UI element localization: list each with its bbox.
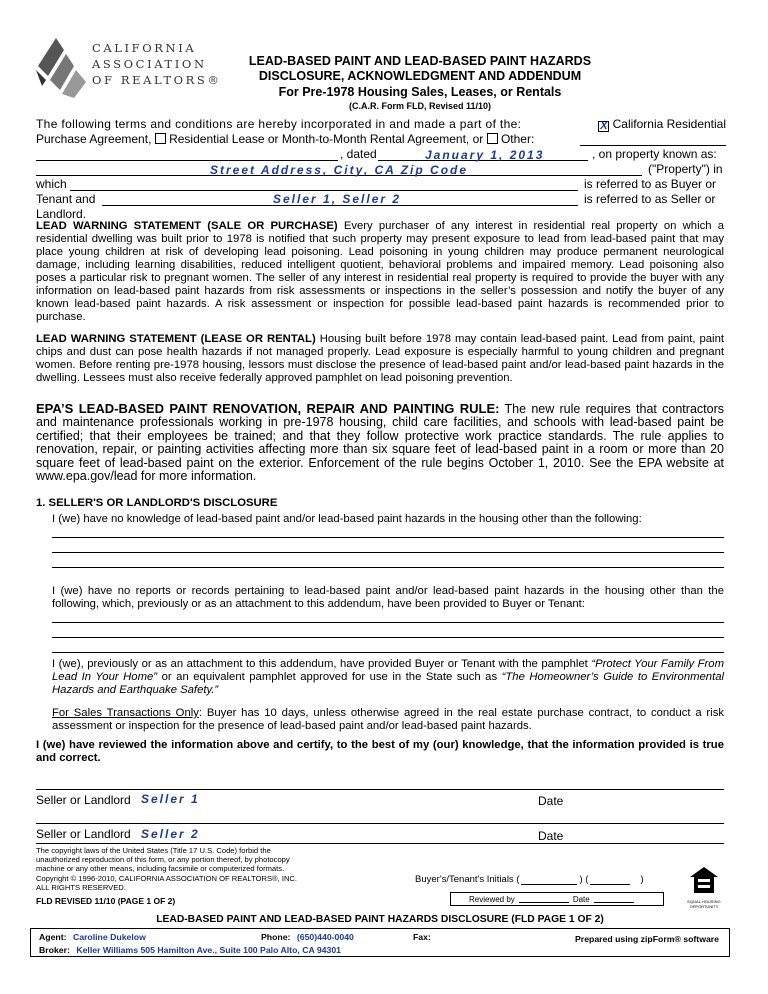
p3-b: “Protect Your Family From Lead In Your Home” bbox=[52, 658, 724, 683]
broker-value: Keller Williams 505 Hamilton Ave., Suite 100 Palo Alto, CA 94301 bbox=[76, 945, 341, 955]
epa-rule bbox=[36, 402, 724, 483]
agent-box bbox=[30, 928, 730, 957]
which-label: which bbox=[36, 177, 67, 191]
other-checkbox[interactable] bbox=[487, 133, 498, 144]
p4-body: : Buyer has 10 days, unless otherwise agreed in the real estate purchase contract, to conduct a risk assessment or inspection for the presence of lead-based paint and/or lead-based paint hazards. bbox=[52, 707, 724, 732]
section1-p4 bbox=[52, 707, 724, 733]
warning-sale-heading: LEAD WARNING STATEMENT (SALE OR PURCHASE) bbox=[36, 220, 338, 232]
initials-row bbox=[415, 874, 644, 885]
disclosure-line-3[interactable] bbox=[52, 567, 724, 568]
section1-p1: I (we) have no knowledge of lead-based paint and/or lead-based paint hazards in the housing other than the following: bbox=[52, 513, 642, 525]
broker-label: Broker: bbox=[39, 945, 70, 955]
eho-line1: EQUAL HOUSING bbox=[687, 899, 721, 904]
records-line-3[interactable] bbox=[52, 652, 724, 653]
copyright-notice: The copyright laws of the United States (Title 17 U.S. Code) forbid the unauthorized reproduction of this form, or any portion thereof, by photocopy machine or any other means, including facsimile or computerized formats. Copyright © 1996-2010, CALIFORNIA ASSOCIATION OF REALTORS®, INC. ALL RIGHTS RESERVED. bbox=[36, 846, 298, 892]
p3-a: I (we), previously or as an attachment to this addendum, have provided Buyer or Tenant with the pamphlet bbox=[52, 658, 588, 670]
car-logo bbox=[34, 36, 224, 106]
bottom-title: LEAD-BASED PAINT AND LEAD-BASED PAINT HAZARDS DISCLOSURE (FLD PAGE 1 OF 2) bbox=[156, 914, 604, 925]
seller2-date-label: Date bbox=[538, 829, 564, 843]
intro-text: The following terms and conditions are hereby incorporated in and made a part of the: bbox=[36, 117, 522, 131]
seller1-date-label: Date bbox=[538, 794, 564, 808]
landlord-label: Landlord. bbox=[36, 207, 87, 221]
initials-label: Buyer's/Tenant's Initials ( bbox=[415, 874, 520, 885]
car-logo-mark-icon bbox=[34, 36, 92, 100]
intro-line1 bbox=[36, 118, 726, 132]
reviewed-by-label: Reviewed by bbox=[469, 894, 515, 904]
seller-names-field[interactable]: Seller 1, Seller 2 bbox=[273, 192, 402, 206]
disclosure-line-2[interactable] bbox=[52, 552, 724, 553]
section1-p3 bbox=[52, 658, 724, 697]
warning-lease-body: Housing built before 1978 may contain lead-based paint. Lead from paint, paint chips and dust can pose health hazards if not managed properly. Lead exposure is especially harmful to young children and pregnant women. Before renting pre-1978 housing, lessors must disclose the presence of lead-based paint and/or lead-based paint hazards in the dwelling. Lessees must also receive federally approved pamphlet on lead poisoning prevention. bbox=[36, 333, 724, 384]
equal-housing-icon bbox=[689, 866, 719, 894]
address-field[interactable]: Street Address, City, CA Zip Code bbox=[210, 163, 469, 177]
title-line3: For Pre-1978 Housing Sales, Leases, or Rentals bbox=[278, 85, 562, 99]
section1-heading: 1. SELLER'S OR LANDLORD'S DISCLOSURE bbox=[36, 497, 278, 509]
p3-c: or an equivalent pamphlet approved for use in the State such as bbox=[161, 671, 498, 683]
title-line2: DISCLOSURE, ACKNOWLEDGMENT AND ADDENDUM bbox=[258, 69, 582, 83]
p3-d: “The Homeowner’s Guide to Environmental Hazards and Earthquake Safety.” bbox=[52, 671, 725, 696]
buyer-role-label: is referred to as Buyer or bbox=[584, 177, 717, 191]
title-line1: LEAD-BASED PAINT AND LEAD-BASED PAINT HAZARDS bbox=[248, 54, 592, 68]
checkbox-mark: X bbox=[600, 120, 608, 132]
initials-field-1[interactable] bbox=[521, 875, 577, 885]
purchase-agreement-label: Purchase Agreement, bbox=[36, 132, 152, 146]
date-field[interactable]: January 1, 2013 bbox=[425, 148, 545, 162]
agent-label: Agent: bbox=[39, 932, 67, 942]
fax-label: Fax: bbox=[413, 932, 431, 942]
seller1-label: Seller or Landlord bbox=[36, 793, 131, 807]
logo-line3: OF REALTORS® bbox=[92, 73, 222, 87]
tenant-and-label: Tenant and bbox=[36, 192, 96, 206]
prepared-label: Prepared using zipForm® software bbox=[575, 934, 719, 944]
logo-line2: ASSOCIATION bbox=[92, 57, 207, 71]
seller2-signature[interactable]: Seller 2 bbox=[141, 827, 200, 841]
opt2-label: Residential Lease or Month-to-Month Rental Agreement, or bbox=[169, 132, 484, 146]
phone-label: Phone: bbox=[261, 932, 291, 942]
residential-purchase-checkbox[interactable] bbox=[598, 121, 609, 132]
seller2-label: Seller or Landlord bbox=[36, 827, 131, 841]
certify-text: I (we) have reviewed the information above and certify, to the best of my (our) knowledge, that the information provided is true and correct. bbox=[36, 739, 724, 764]
warning-sale bbox=[36, 220, 724, 324]
p4-underline: For Sales Transactions Only bbox=[52, 707, 199, 719]
reviewed-box bbox=[450, 892, 664, 906]
epa-body: The new rule requires that contractors and maintenance professionals working in pre-1978 housing, child care facilities, and schools with lead-based paint be certified; that their employees be trained; and that they follow protective work practice standards. The rule applies to renovation, repair, or painting activities affecting more than six square feet of lead-based paint in a room or more than 20 square feet of lead-based paint on the exterior. Enforcement of the rule begins October 1, 2010. See the EPA website at www.epa.gov/lead for more information. bbox=[36, 402, 724, 484]
warning-lease bbox=[36, 333, 724, 385]
disclosure-line-1[interactable] bbox=[52, 537, 724, 538]
lease-checkbox[interactable] bbox=[155, 133, 166, 144]
warning-lease-heading: LEAD WARNING STATEMENT (LEASE OR RENTAL) bbox=[36, 333, 316, 345]
records-line-1[interactable] bbox=[52, 622, 724, 623]
records-line-2[interactable] bbox=[52, 637, 724, 638]
equal-housing-logo bbox=[684, 866, 724, 909]
section1-p2: I (we) have no reports or records pertaining to lead-based paint and/or lead-based paint hazards in the housing other than the following, which, previously or as an attachment to this addendum, have been provided to Buyer or Tenant: bbox=[52, 585, 724, 610]
epa-heading: EPA’S LEAD-BASED PAINT RENOVATION, REPAIR AND PAINTING RULE: bbox=[36, 401, 500, 416]
property-known-label: , on property known as: bbox=[592, 147, 717, 161]
logo-line1: CALIFORNIA bbox=[92, 41, 197, 55]
reviewed-date-field[interactable] bbox=[594, 895, 634, 903]
revised-label: FLD REVISED 11/10 (PAGE 1 OF 2) bbox=[36, 896, 176, 906]
agent-name: Caroline Dukelow bbox=[72, 932, 146, 942]
opt1-label: California Residential bbox=[612, 117, 726, 131]
seller1-signature[interactable]: Seller 1 bbox=[141, 792, 200, 806]
seller-role-label: is referred to as Seller or bbox=[584, 192, 716, 206]
eho-line2: OPPORTUNITY bbox=[689, 904, 719, 909]
reviewed-date-label: Date bbox=[572, 894, 590, 904]
dated-label: , dated bbox=[340, 147, 377, 161]
opt3-label: Other: bbox=[500, 132, 535, 146]
form-id: (C.A.R. Form FLD, Revised 11/10) bbox=[348, 101, 492, 111]
initials-mid: ) ( bbox=[579, 874, 589, 885]
form-header bbox=[200, 54, 640, 112]
initials-end: ) bbox=[640, 874, 644, 885]
reviewed-by-field[interactable] bbox=[519, 895, 569, 903]
initials-field-2[interactable] bbox=[590, 875, 630, 885]
phone-value: (650)440-0040 bbox=[296, 932, 354, 942]
warning-sale-body: Every purchaser of any interest in residential real property on which a residential dwelling was built prior to 1978 is notified that such property may present exposure to lead from lead-based paint that may place young children at risk of developing lead poisoning. Lead poisoning in young children may produce permanent neurological damage, including learning disabilities, reduced intelligent quotient, behavioral problems and impaired memory. Lead poisoning also poses a particular risk to pregnant women. The seller of any interest in residential real property is required to provide the buyer with any information on lead-based paint hazards from risk assessments or inspections in the seller’s possession and notify the buyer of any known lead-based paint hazards. A risk assessment or inspection for possible lead-based paint hazards is recommended prior to purchase. bbox=[36, 220, 724, 323]
property-label: ("Property") in bbox=[648, 162, 723, 176]
